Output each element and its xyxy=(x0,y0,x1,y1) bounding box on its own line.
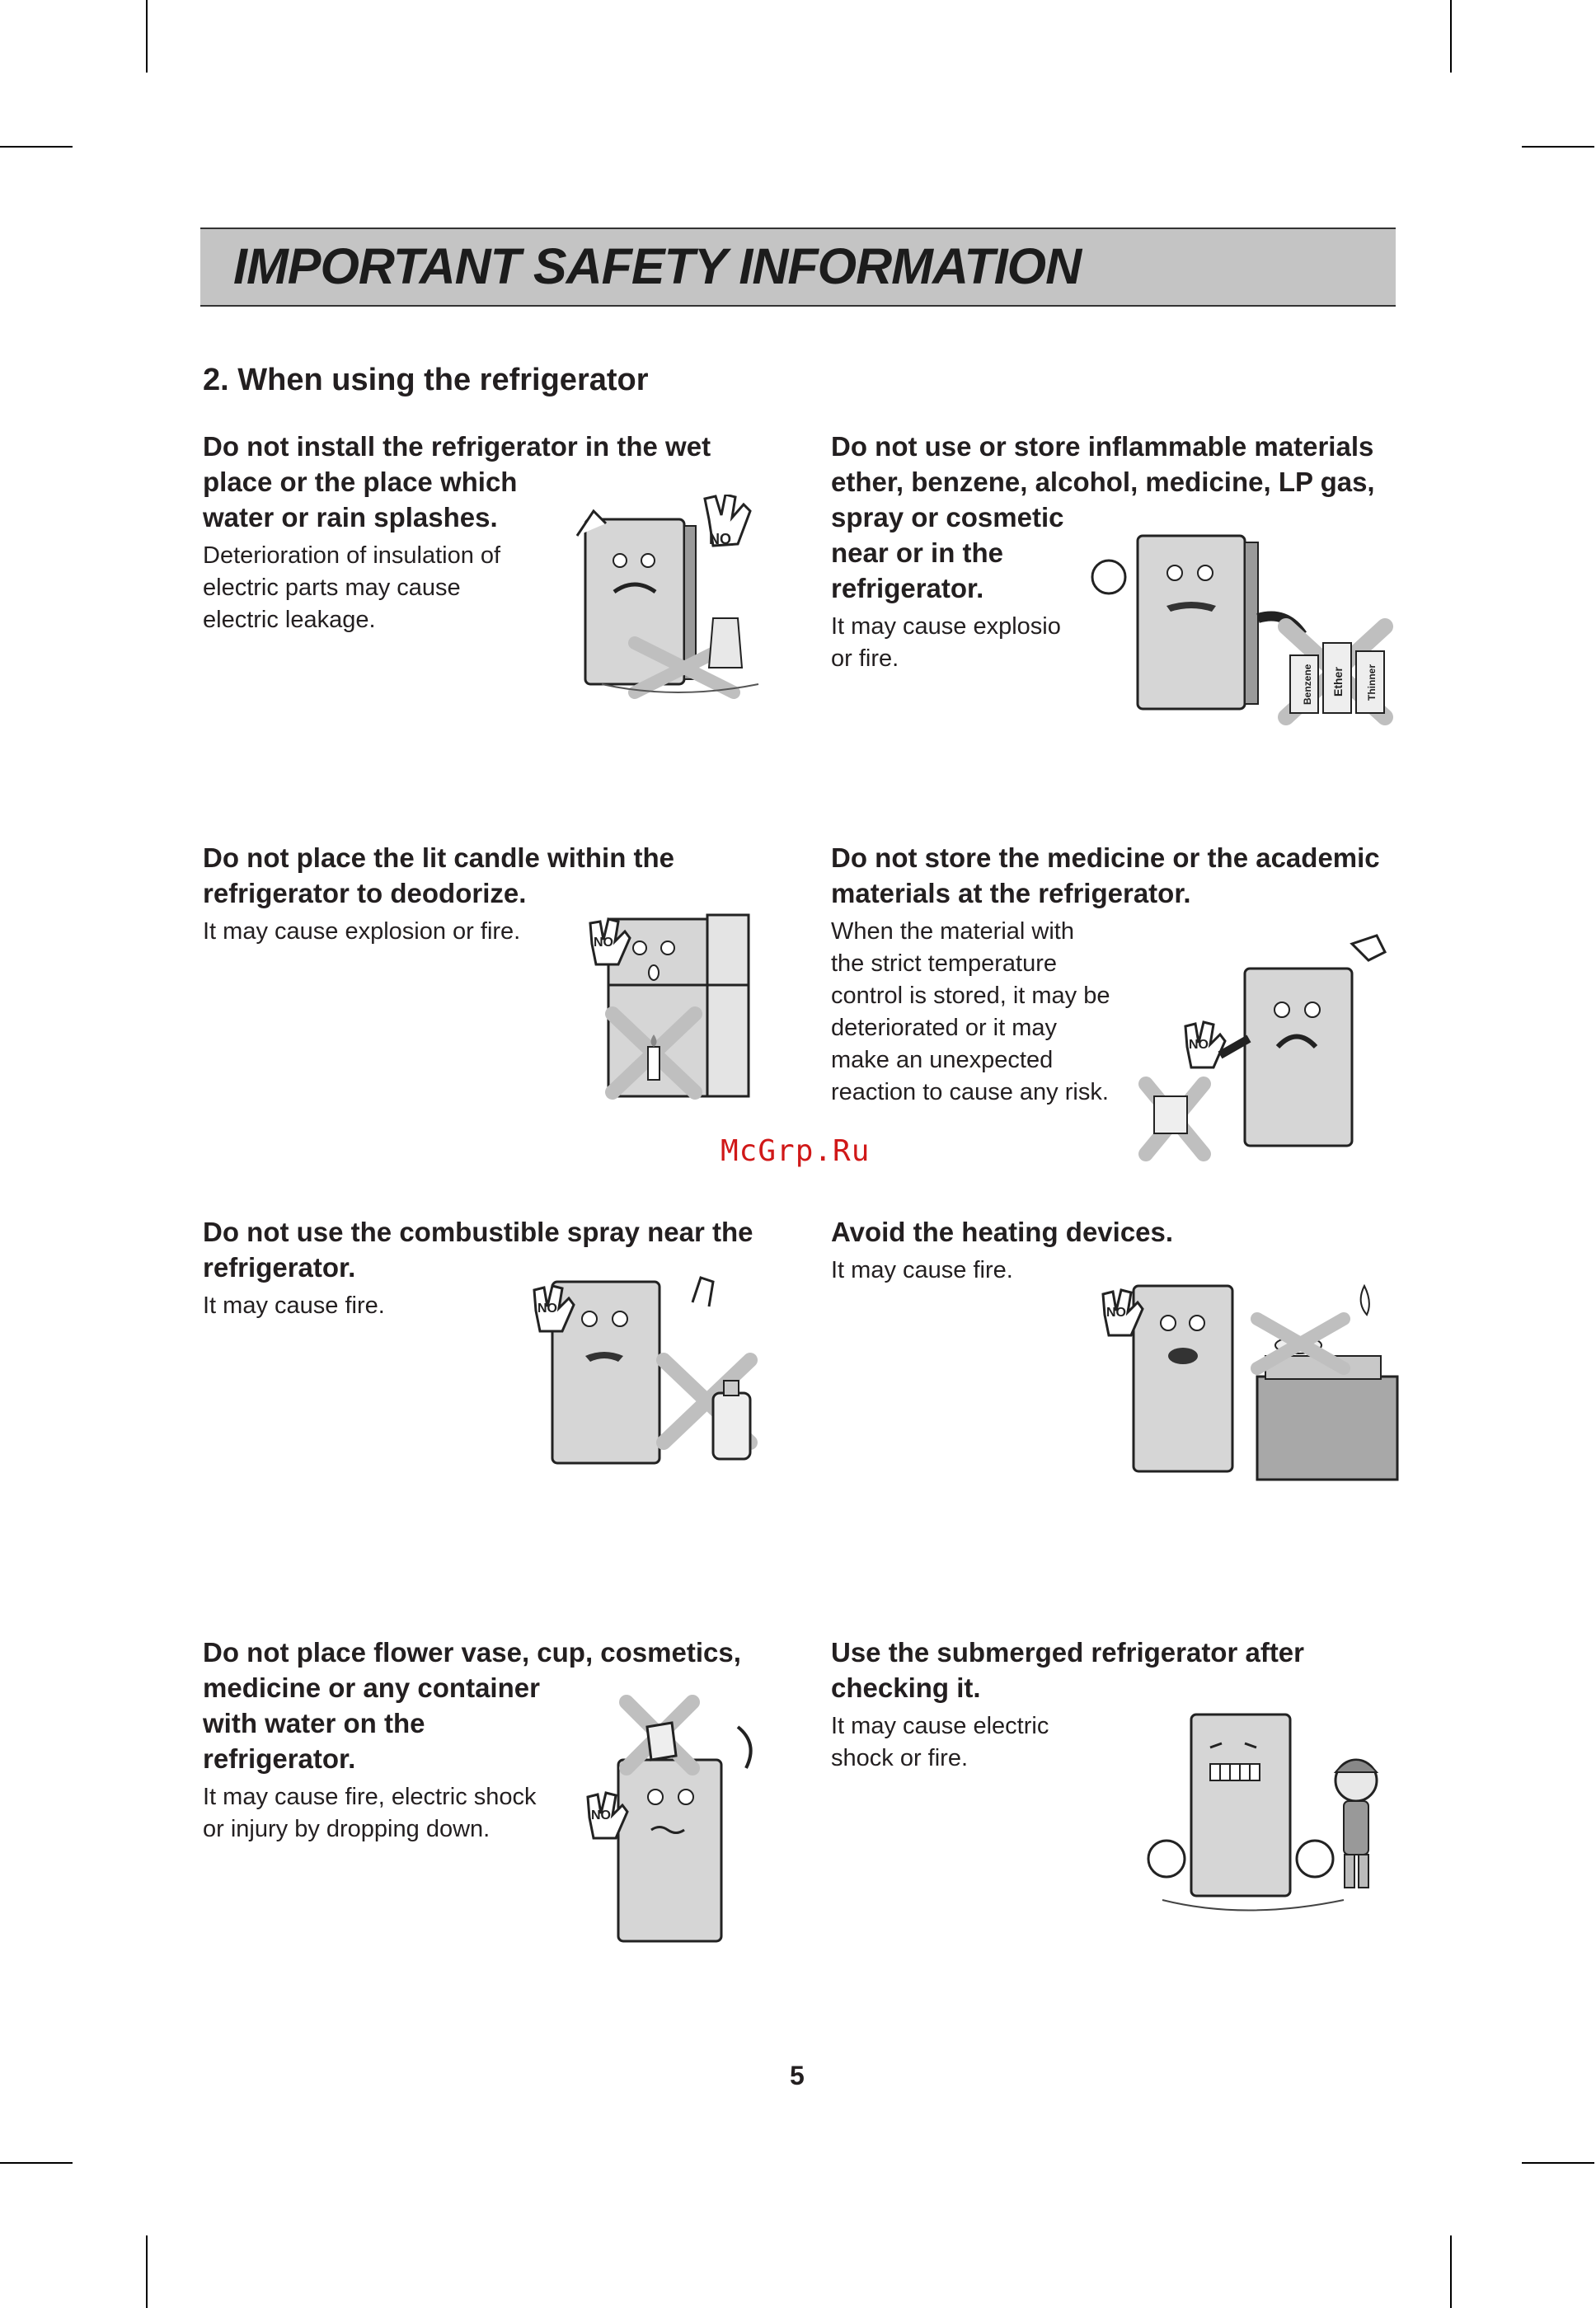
item-body: It may cause fire, electric shock or injury by dropping down. xyxy=(203,1784,537,1842)
item-body: It may cause electric shock or fire. xyxy=(831,1713,1049,1771)
crop-mark xyxy=(1522,2162,1594,2164)
item-body: It may cause explosio or fire. xyxy=(831,613,1061,672)
item-heading: Do not place flower vase, cup, cosmetics, medicine or any container with water on the refrigerator. xyxy=(203,1637,741,1774)
item-body: It may cause explosion or fire. xyxy=(203,918,521,945)
item-body: It may cause fire. xyxy=(203,1292,385,1319)
item-body: When the material with the strict temperature control is stored, it may be deteriorated or it may make an unexpected reaction to cause any risk. xyxy=(831,918,1110,1105)
item-heading: Do not install the refrigerator in the wet place or the place which water or rain splashes. xyxy=(203,431,711,532)
svg-text:Thinner: Thinner xyxy=(1366,664,1378,701)
svg-text:NO: NO xyxy=(1106,1306,1126,1320)
refrigerator-heater-icon xyxy=(1080,1269,1401,1492)
crop-mark xyxy=(1450,0,1452,73)
item-heading: Do not use or store inflammable materials ether, benzene, alcohol, medicine, LP gas, spray or cosmetic near or in the refrigerator. xyxy=(831,431,1375,603)
crop-mark xyxy=(146,0,148,73)
watermark: McGrp.Ru xyxy=(721,1134,871,1168)
crop-mark xyxy=(0,2162,73,2164)
svg-text:NO: NO xyxy=(537,1302,557,1316)
item-heading: Do not use the combustible spray near the refrigerator. xyxy=(203,1217,753,1283)
crop-mark xyxy=(1450,2235,1452,2308)
svg-text:NO: NO xyxy=(709,531,731,547)
refrigerator-water-splash-icon xyxy=(569,495,783,701)
refrigerator-vase-icon xyxy=(577,1694,775,1949)
crop-mark xyxy=(1522,146,1594,148)
item-heading: Use the submerged refrigerator after checking it. xyxy=(831,1637,1305,1703)
refrigerator-inflammable-cans-icon xyxy=(1063,519,1393,734)
svg-text:Benzene: Benzene xyxy=(1302,664,1313,705)
item-body: Deterioration of insulation of electric parts may cause electric leakage. xyxy=(203,542,501,633)
title-band xyxy=(200,228,1396,307)
refrigerator-submerged-icon xyxy=(1113,1702,1393,1925)
refrigerator-candle-icon xyxy=(575,907,773,1105)
crop-mark xyxy=(146,2235,148,2308)
item-heading: Avoid the heating devices. xyxy=(831,1217,1174,1247)
refrigerator-medicine-icon xyxy=(1138,931,1401,1162)
item-heading: Do not store the medicine or the academic materials at the refrigerator. xyxy=(831,842,1380,908)
page-number: 5 xyxy=(790,2061,805,2090)
item-body: It may cause fire. xyxy=(831,1257,1013,1283)
svg-text:NO: NO xyxy=(594,936,613,950)
crop-mark xyxy=(0,146,73,148)
page-title: IMPORTANT SAFETY INFORMATION xyxy=(233,238,1082,294)
svg-text:Ether: Ether xyxy=(1331,667,1345,697)
section-heading: 2. When using the refrigerator xyxy=(203,363,649,397)
item-heading: Do not place the lit candle within the refrigerator to deodorize. xyxy=(203,842,675,908)
svg-text:NO: NO xyxy=(591,1808,611,1822)
refrigerator-spray-icon xyxy=(503,1269,775,1475)
svg-text:NO: NO xyxy=(1189,1038,1209,1052)
